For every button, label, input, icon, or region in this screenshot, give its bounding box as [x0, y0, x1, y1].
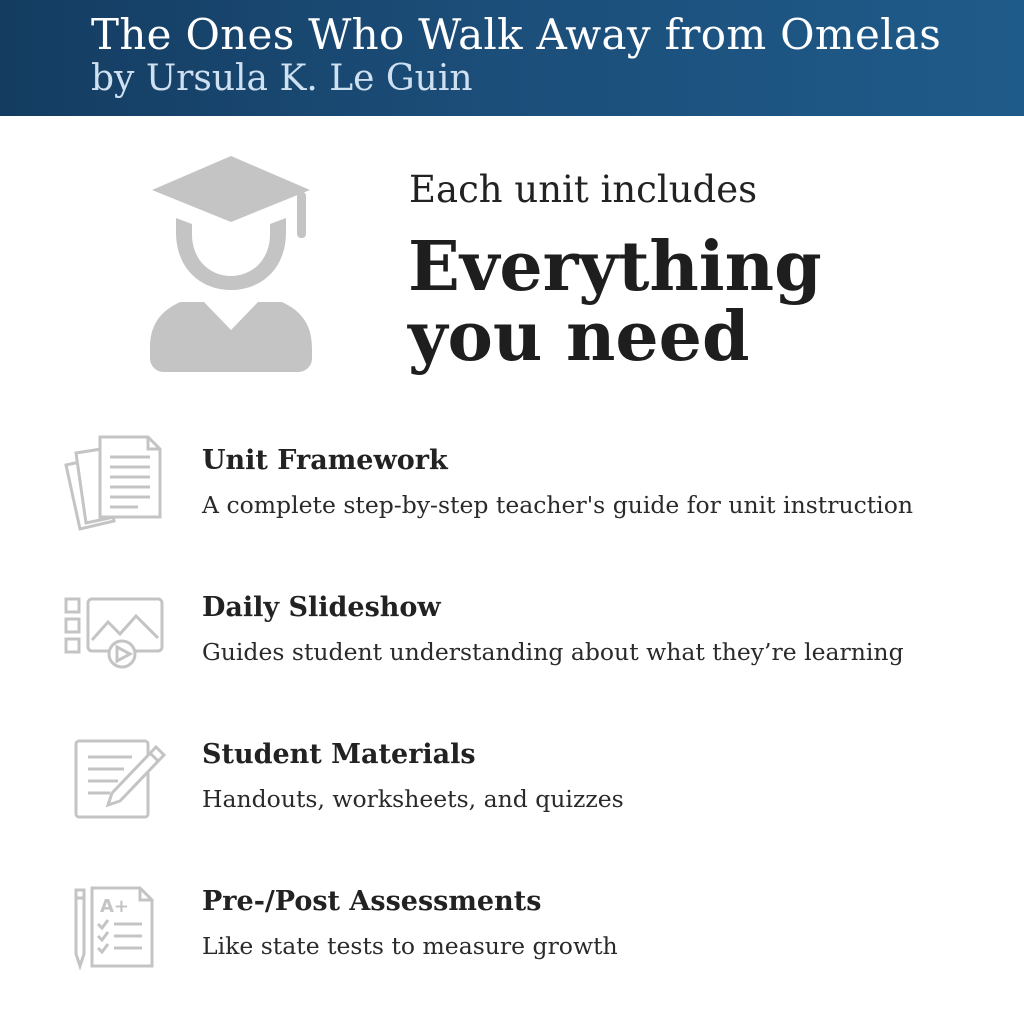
feature-daily-slideshow	[0, 582, 1024, 692]
feature-description: Guides student understanding about what they’re learning	[202, 638, 904, 666]
feature-title: Daily Slideshow	[202, 592, 441, 623]
slideshow-icon	[62, 582, 172, 682]
feature-title: Unit Framework	[202, 445, 448, 476]
feature-description: Like state tests to measure growth	[202, 932, 618, 960]
page-title: The Ones Who Walk Away from Omelas	[91, 10, 942, 59]
feature-student-materials	[0, 729, 1024, 839]
headline	[408, 227, 822, 377]
graduate-icon	[146, 152, 316, 376]
lead-text: Each unit includes	[409, 168, 758, 211]
graded-test-icon	[62, 876, 172, 976]
feature-assessments	[0, 876, 1024, 986]
documents-icon	[62, 435, 172, 535]
worksheet-pencil-icon	[62, 729, 172, 829]
header-banner	[0, 0, 1024, 116]
feature-description: Handouts, worksheets, and quizzes	[202, 785, 624, 813]
headline-line-1: Everything	[408, 227, 822, 307]
feature-title: Pre-/Post Assessments	[202, 886, 542, 917]
svg-text:A+: A+	[100, 896, 130, 917]
feature-title: Student Materials	[202, 739, 476, 770]
author-subtitle: by Ursula K. Le Guin	[91, 58, 473, 99]
feature-unit-framework	[0, 435, 1024, 545]
feature-description: A complete step-by-step teacher's guide for unit instruction	[202, 491, 913, 519]
headline-line-2: you need	[408, 297, 750, 377]
